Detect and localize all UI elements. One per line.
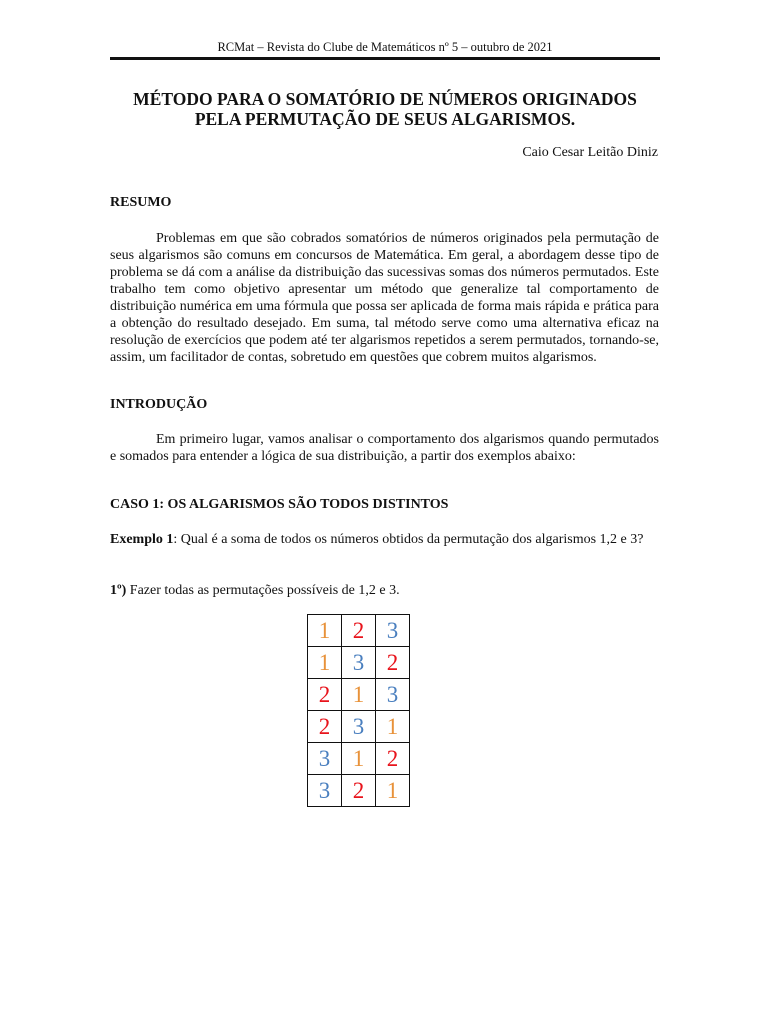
permutation-row	[308, 743, 410, 775]
introducao-paragraph: Em primeiro lugar, vamos analisar o comportamento dos algarismos quando permutados e somados para entender a lógica de sua distribuição, a partir dos exemplos abaixo:	[110, 432, 659, 464]
permutation-cell: 2	[376, 647, 410, 679]
permutation-cell: 1	[308, 615, 342, 647]
permutation-cell: 2	[342, 775, 376, 807]
permutation-cell: 1	[342, 679, 376, 711]
permutation-row	[308, 775, 410, 807]
permutation-row	[308, 647, 410, 679]
permutation-table-body	[308, 615, 410, 807]
running-header: RCMat – Revista do Clube de Matemáticos nº 5 – outubro de 2021	[217, 40, 553, 54]
article-title-line-1: MÉTODO PARA O SOMATÓRIO DE NÚMEROS ORIGINADOS	[133, 89, 637, 109]
permutation-cell: 2	[308, 711, 342, 743]
permutation-cell: 1	[376, 711, 410, 743]
permutation-cell: 3	[376, 615, 410, 647]
permutation-cell: 3	[308, 775, 342, 807]
step-1-text: Fazer todas as permutações possíveis de 1,2 e 3.	[126, 583, 400, 598]
example-1-label: Exemplo 1	[110, 532, 174, 547]
resumo-paragraph: Problemas em que são cobrados somatórios de números originados pela permutação de seus algarismos são comuns em concursos de Matemática. Em geral, a abordagem desse tipo de problema se dá com a análise da distribuição das sucessivas somas dos números permutados. Este trabalho tem como objetivo apresentar um método que generalize tal comportamento de distribuição numérica em uma fórmula que possa ser aplicada de forma mais rápida e prática para a obtenção do resultado desejado. Em suma, tal método serve como uma alternativa eficaz na resolução de exercícios que podem até ter algarismos repetidos a serem permutados, tornando-se, assim, um facilitador de contas, sobretudo em questões que cobrem muitos algarismos.	[110, 231, 659, 365]
permutation-row	[308, 615, 410, 647]
permutation-cell: 2	[308, 679, 342, 711]
permutation-row	[308, 711, 410, 743]
permutation-cell: 1	[308, 647, 342, 679]
permutation-row	[308, 679, 410, 711]
permutation-cell: 1	[342, 743, 376, 775]
introducao-heading: INTRODUÇÃO	[110, 397, 208, 412]
example-1-question	[110, 531, 659, 548]
permutation-cell: 1	[376, 775, 410, 807]
permutation-cell: 2	[342, 615, 376, 647]
permutation-cell: 2	[376, 743, 410, 775]
permutation-cell: 3	[376, 679, 410, 711]
permutation-table	[307, 614, 410, 807]
article-title	[110, 89, 660, 129]
step-1-label: 1º)	[110, 583, 127, 598]
permutation-cell: 3	[342, 711, 376, 743]
caso1-heading: CASO 1: OS ALGARISMOS SÃO TODOS DISTINTOS	[110, 497, 449, 512]
article-title-line-2: PELA PERMUTAÇÃO DE SEUS ALGARISMOS.	[194, 109, 576, 129]
permutation-cell: 3	[342, 647, 376, 679]
permutation-cell: 3	[308, 743, 342, 775]
resumo-heading: RESUMO	[110, 195, 172, 210]
author-name: Caio Cesar Leitão Diniz	[522, 145, 658, 160]
header-rule	[110, 57, 660, 60]
step-1-instruction	[110, 582, 659, 599]
example-1-text: : Qual é a soma de todos os números obtidos da permutação dos algarismos 1,2 e 3?	[173, 532, 644, 547]
